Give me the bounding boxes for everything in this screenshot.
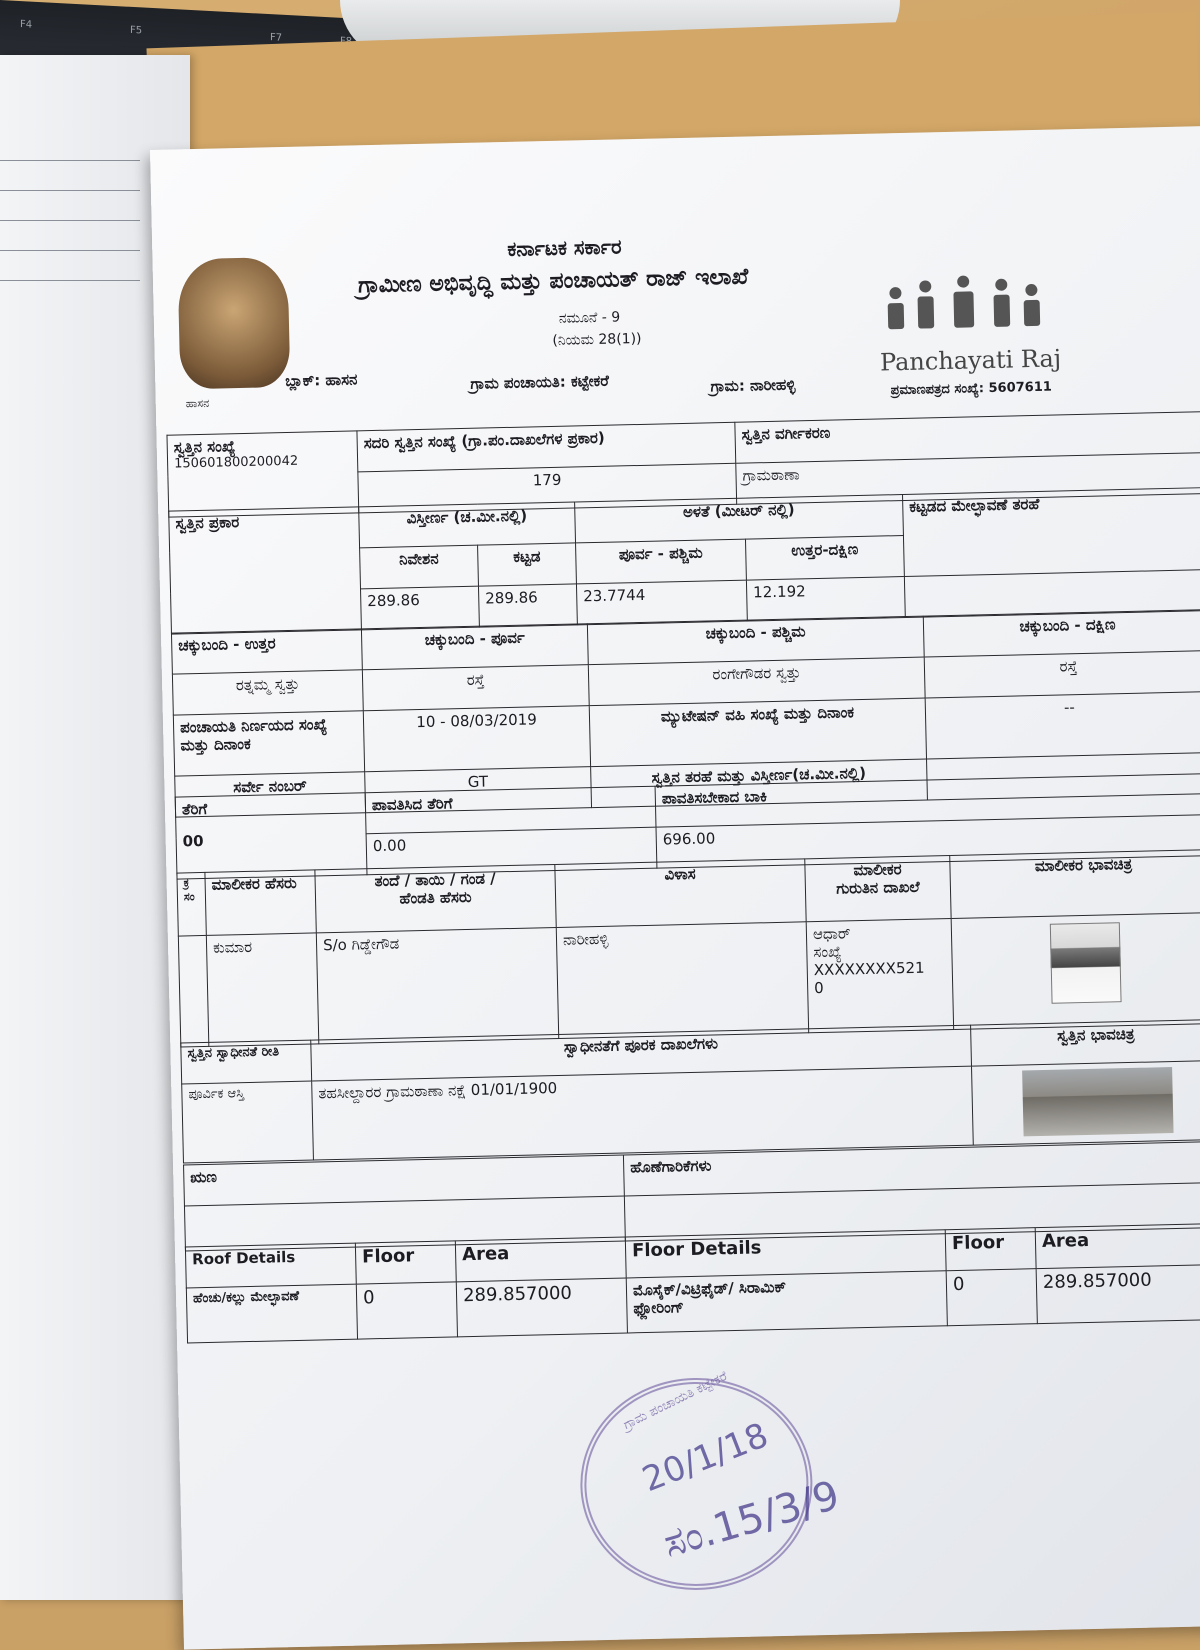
possession-mode-label: ಸ್ವತ್ತಿನ ಸ್ವಾಧೀನತೆ ರೀತಿ (181, 1040, 312, 1084)
boundary-south-value: ರಸ್ತೆ (924, 651, 1200, 699)
measurement-label: ಅಳತೆ (ಮೀಟರ್ ನಲ್ಲಿ) (575, 495, 904, 543)
tax-paid-value: 0.00 (366, 827, 657, 875)
owner-parent-value: S/o ಗಿಡ್ಡೇಗೌಡ (316, 927, 558, 1043)
owner-index-label: ಕ್ರ ಸಂ (177, 872, 206, 936)
floor-type-line2: ಫ್ಲೋರಿಂಗ್ (633, 1298, 685, 1318)
rule-number: (ನಿಯಮ 28(1)) (552, 330, 642, 349)
owner-index-value (178, 935, 209, 1047)
property-photo-label: ಸ್ವತ್ತಿನ ಭಾವಚಿತ್ರ (971, 1019, 1200, 1066)
floor-area-value: 289.857000 (1036, 1264, 1200, 1323)
site-label: ನಿವೇಶನ (360, 545, 479, 589)
property-id-label: ಸ್ವತ್ತಿನ ಸಂಖ್ಯೆ (173, 437, 236, 457)
roof-type-detail: ಹೆಂಚು/ಕಲ್ಲು ಮೇಲ್ಛಾವಣೆ (186, 1284, 357, 1343)
karnataka-emblem-icon (177, 257, 290, 389)
owner-idproof-number-end: 0 (813, 978, 824, 998)
seal-handwritten-number: ಸಂ.15/3/9 (658, 1472, 845, 1568)
property-type-label: ಸ್ವತ್ತಿನ ಪ್ರಕಾರ (169, 507, 362, 634)
boundary-north-value: ರತ್ನಮ್ಮ ಸ್ವತ್ತು (172, 670, 363, 715)
owner-idproof-type: ಆಧಾರ್ (812, 924, 851, 944)
tax-row-label (175, 793, 367, 879)
building-area-value: 289.86 (478, 584, 577, 627)
floor-floor-label: Floor (945, 1228, 1036, 1271)
resolution-label-line1: ಪಂಚಾಯತಿ ನಿರ್ಣಯದ ಸಂಖ್ಯೆ (179, 715, 328, 737)
east-west-value: 23.7744 (576, 580, 747, 625)
tax-paid-label: ಪಾವತಿಸಿದ ತೆರಿಗೆ (365, 786, 656, 834)
emblem-label: ಹಾಸನ (185, 396, 210, 411)
classification-label: ಸ್ವತ್ತಿನ ವರ್ಗೀಕರಣ (735, 412, 1200, 464)
panchayati-raj-text: Panchayati Raj (879, 344, 1062, 377)
building-label: ಕಟ್ಟಡ (478, 543, 577, 586)
owner-photo-label: ಮಾಲೀಕರ ಭಾವಚಿತ್ರ (950, 849, 1200, 918)
roof-details-label: Roof Details (185, 1243, 356, 1288)
floor-area-label: Area (1035, 1223, 1200, 1268)
village-name: ಗ್ರಾಮ: ನಾರೀಹಳ್ಳಿ (710, 375, 796, 396)
north-south-label: ಉತ್ತರ-ದಕ್ಷಿಣ (745, 536, 904, 581)
form-number: ನಮೂನೆ - 9 (558, 309, 621, 327)
owner-photo (1050, 922, 1122, 1004)
owner-idproof-label-line1: ಮಾಲೀಕರ (853, 860, 902, 880)
owner-idproof-number: XXXXXXXX521 (813, 958, 925, 980)
resolution-label-line2: ಮತ್ತು ದಿನಾಂಕ (180, 734, 251, 755)
mutation-value: -- (925, 692, 1200, 760)
possession-docs-label: ಸ್ವಾಧೀನತೆಗೆ ಪೂರಕ ದಾಖಲೆಗಳು (311, 1025, 972, 1081)
roof-area-label: Area (455, 1237, 626, 1282)
owner-parent-label (315, 864, 556, 932)
floor-type-line1: ಮೊಸೈಕ್/ವಿಟ್ರಿಫೈಡ್/ ಸಿರಾಮಿಕ್ (632, 1277, 787, 1300)
owner-idproof-number-label: ಸಂಖ್ಯೆ (813, 942, 842, 962)
liabilities-left-label: ಋಣ (184, 1155, 625, 1206)
roof-type-label: ಕಟ್ಟಡದ ಮೇಲ್ಛಾವಣೆ ತರಹೆ (903, 488, 1200, 577)
tax-due-value: 696.00 (656, 814, 1200, 868)
owner-parent-label-line2: ಹೆಂಡತಿ ಹೆಸರು (399, 887, 472, 908)
possession-table (180, 1019, 1200, 1164)
tax-row-label-text: ತೆರಿಗೆ (181, 799, 208, 819)
roof-floor-value: 0 (356, 1282, 457, 1339)
department-title: ಗ್ರಾಮೀಣ ಅಭಿವೃದ್ಧಿ ಮತ್ತು ಪಂಚಾಯತ್ ರಾಜ್ ಇಲಾಖೆ (357, 264, 749, 299)
mutation-label: ಮ್ಯುಟೇಷನ್ ವಹಿ ಸಂಖ್ಯೆ ಮತ್ತು ದಿನಾಂಕ (589, 698, 926, 767)
property-photo-cell (971, 1060, 1200, 1145)
seal-text: ಗ್ರಾಮ ಪಂಚಾಯತಿ ಕಟ್ಟೇಕರೆ (621, 1368, 730, 1433)
owner-name-label: ಮಾಲೀಕರ ಹೆಸರು (205, 870, 316, 935)
keyboard: F4 F5 F7 (0, 0, 760, 110)
property-certificate (150, 125, 1200, 1649)
floor-details-label: Floor Details (625, 1230, 946, 1278)
owner-idproof-value (806, 919, 953, 1033)
boundary-west-value: ರಂಗೇಗೌಡರ ಸ್ವತ್ತು (588, 657, 925, 706)
roof-floor-label: Floor (355, 1241, 456, 1284)
owner-photo-cell (951, 912, 1200, 1029)
floor-floor-value: 0 (946, 1269, 1037, 1326)
north-south-value: 12.192 (746, 576, 905, 621)
tax-due-label: ಪಾವತಿಸಬೇಕಾದ ಬಾಕಿ (655, 774, 1200, 828)
extent-label: ವಿಸ್ತೀರ್ಣ (ಚ.ಮೀ.ನಲ್ಲಿ) (359, 502, 576, 548)
resolution-label (173, 711, 364, 776)
owner-name-value: ಕುಮಾರ (206, 933, 318, 1046)
boundary-east-value: ರಸ್ತೆ (362, 665, 589, 711)
survey-number-value: GT (365, 767, 592, 813)
possession-docs-value: ತಹಸೀಲ್ದಾರರ ಗ್ರಾಮಠಾಣಾ ನಕ್ಷೆ 01/01/1900 (312, 1066, 974, 1160)
owner-address-value: ನಾರೀಹಳ್ಳಿ (556, 922, 808, 1039)
block-name: ಬ್ಲಾಕ್: ಹಾಸನ (285, 370, 358, 390)
property-id-value: 150601800200042 (173, 453, 299, 472)
gram-panchayat-name: ಗ್ರಾಮ ಪಂಚಾಯತಿ: ಕಟ್ಟೇಕರೆ (470, 371, 610, 393)
local-number-label: ಸದರಿ ಸ್ವತ್ತಿನ ಸಂಖ್ಯೆ (ಗ್ರಾ.ಪಂ.ದಾಖಲೆಗಳ ಪ್ರಕಾರ) (357, 422, 736, 472)
resolution-value: 10 - 08/03/2019 (363, 706, 590, 772)
certificate-number: ಪ್ರಮಾಣಪತ್ರದ ಸಂಖ್ಯೆ: 5607611 (890, 379, 1053, 399)
liabilities-label: ಹೊಣೆಗಾರಿಕೆಗಳು (623, 1141, 1200, 1196)
owner-table (176, 849, 1200, 1048)
owner-parent-label-line1: ತಂದೆ / ತಾಯಿ / ಗಂಡ / (374, 869, 496, 891)
owner-idproof-label (805, 856, 951, 922)
panchayati-raj-logo-icon (883, 270, 1045, 344)
roof-area-value: 289.857000 (456, 1278, 627, 1337)
floor-type-detail (626, 1271, 947, 1333)
seal-handwritten-date: 20/1/18 (637, 1415, 774, 1501)
boundary-north-label: ಚಕ್ಕುಬಂದಿ - ಉತ್ತರ (171, 629, 362, 674)
property-nature-label: ಸ್ವತ್ತಿನ ತರಹೆ ಮತ್ತು ವಿಸ್ತೀರ್ಣ(ಚ.ಮೀ.ನಲ್ಲಿ) (591, 759, 928, 808)
classification-value: ಗ್ರಾಮಠಾಣಾ (736, 453, 1200, 505)
boundary-west-label: ಚಕ್ಕುಬಂದಿ - ಪಶ್ಚಿಮ (587, 616, 924, 665)
east-west-label: ಪೂರ್ವ - ಪಶ್ಚಿಮ (576, 539, 747, 584)
boundary-south-label: ಚಕ್ಕುಬಂದಿ - ದಕ್ಷಿಣ (923, 610, 1200, 658)
boundary-east-label: ಚಕ್ಕುಬಂದಿ - ಪೂರ್ವ (361, 624, 588, 670)
govt-title: ಕರ್ನಾಟಕ ಸರ್ಕಾರ (507, 234, 622, 261)
survey-number-label: ಸರ್ವೇ ನಂಬರ್ (175, 772, 366, 817)
owner-idproof-label-line2: ಗುರುತಿನ ದಾಖಲೆ (836, 877, 920, 898)
site-area-value: 289.86 (361, 586, 480, 630)
property-photo (1022, 1067, 1173, 1136)
local-number-value: 179 (358, 463, 737, 513)
possession-mode-value: ಪೂರ್ವಿಕ ಆಸ್ತಿ (182, 1081, 314, 1163)
panchayat-seal (578, 1375, 815, 1592)
property-id-cell (167, 431, 359, 517)
tax-row-sub: 00 (182, 831, 204, 851)
owner-address-label: ವಿಳಾಸ (555, 859, 806, 928)
